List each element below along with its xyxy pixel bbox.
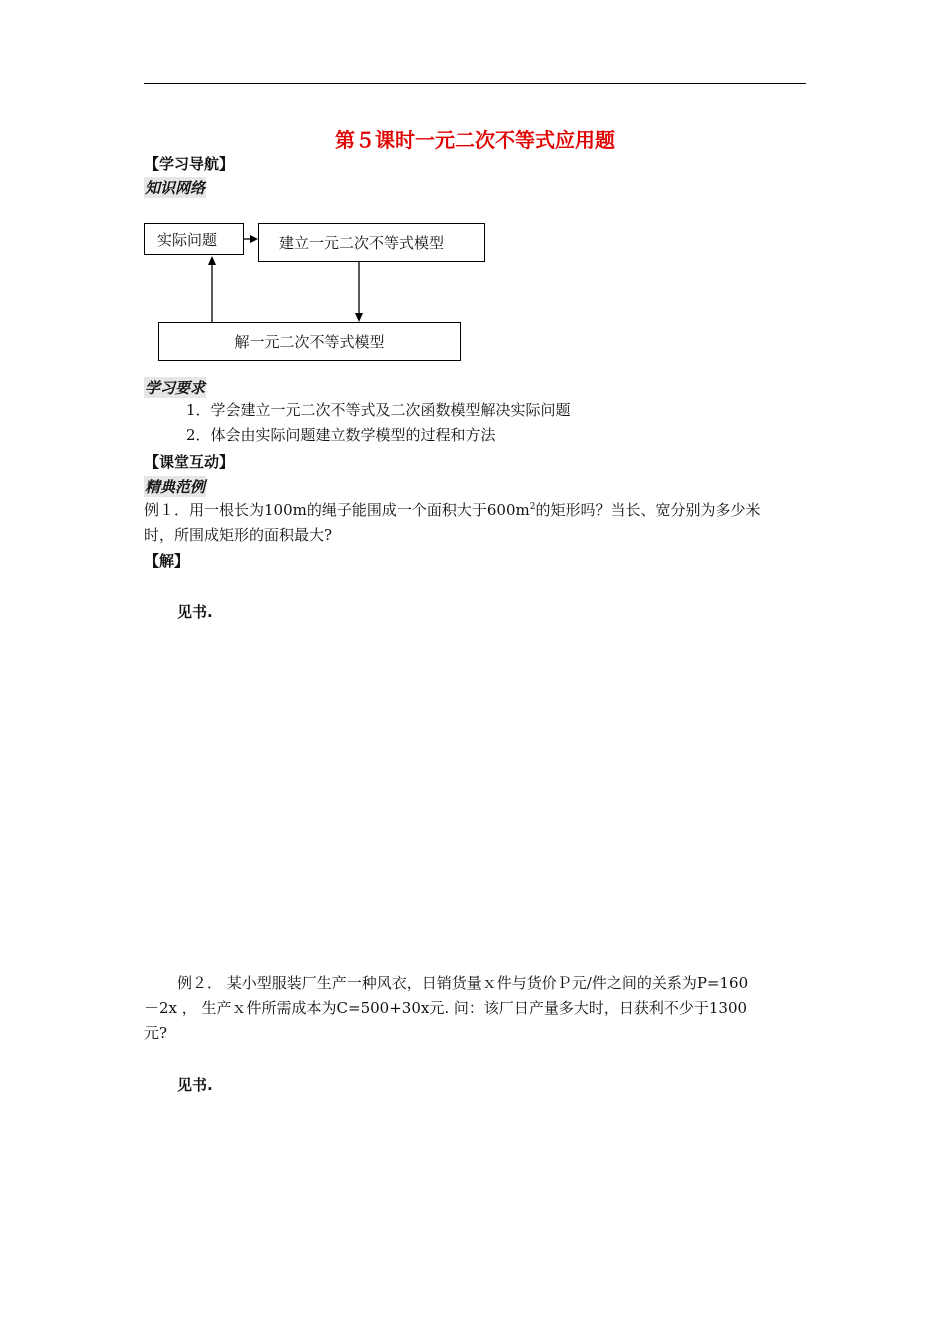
box-practical-problem-label: 实际问题	[157, 230, 218, 249]
example1-solution-label: 【解】	[144, 552, 190, 570]
diagram-arrows	[0, 0, 950, 400]
requirements-label: 学习要求	[145, 379, 206, 397]
section-heading-navigation: 【学习导航】	[144, 155, 235, 173]
example1-line1-pre: 例１．用一根长为100m的绳子能围成一个面积大于600m	[144, 501, 530, 519]
example1-line2: 时，所围成矩形的面积最大?	[144, 526, 333, 544]
example2-answer: 见书.	[177, 1076, 213, 1094]
examples-label: 精典范例	[145, 478, 206, 496]
requirement-item-2: 2．体会由实际问题建立数学模型的过程和方法	[186, 426, 496, 444]
requirement-item-1: 1．学会建立一元二次不等式及二次函数模型解决实际问题	[186, 401, 571, 419]
example2-line1: 例２． 某小型服装厂生产一种风衣，日销货量ｘ件与货价Ｐ元/件之间的关系为P=160	[177, 974, 749, 992]
box-solve-model-label: 解一元二次不等式模型	[234, 333, 385, 351]
example1-answer: 见书.	[177, 603, 213, 621]
example1-line1	[144, 498, 760, 523]
example1-superscript: 2	[529, 502, 536, 512]
example2-line3: 元?	[144, 1024, 168, 1042]
example1-line1-post: 的矩形吗？当长、宽分别为多少米	[535, 501, 761, 519]
section-heading-class-interaction: 【课堂互动】	[144, 453, 235, 471]
box-build-model-label: 建立一元二次不等式模型	[279, 234, 445, 252]
example2-line2: －2x ， 生产ｘ件所需成本为C=500+30x元. 问：该厂日产量多大时，日获利不少于1300	[144, 999, 748, 1017]
knowledge-network-label: 知识网络	[145, 179, 206, 197]
page-title: 第５课时一元二次不等式应用题	[335, 128, 615, 152]
